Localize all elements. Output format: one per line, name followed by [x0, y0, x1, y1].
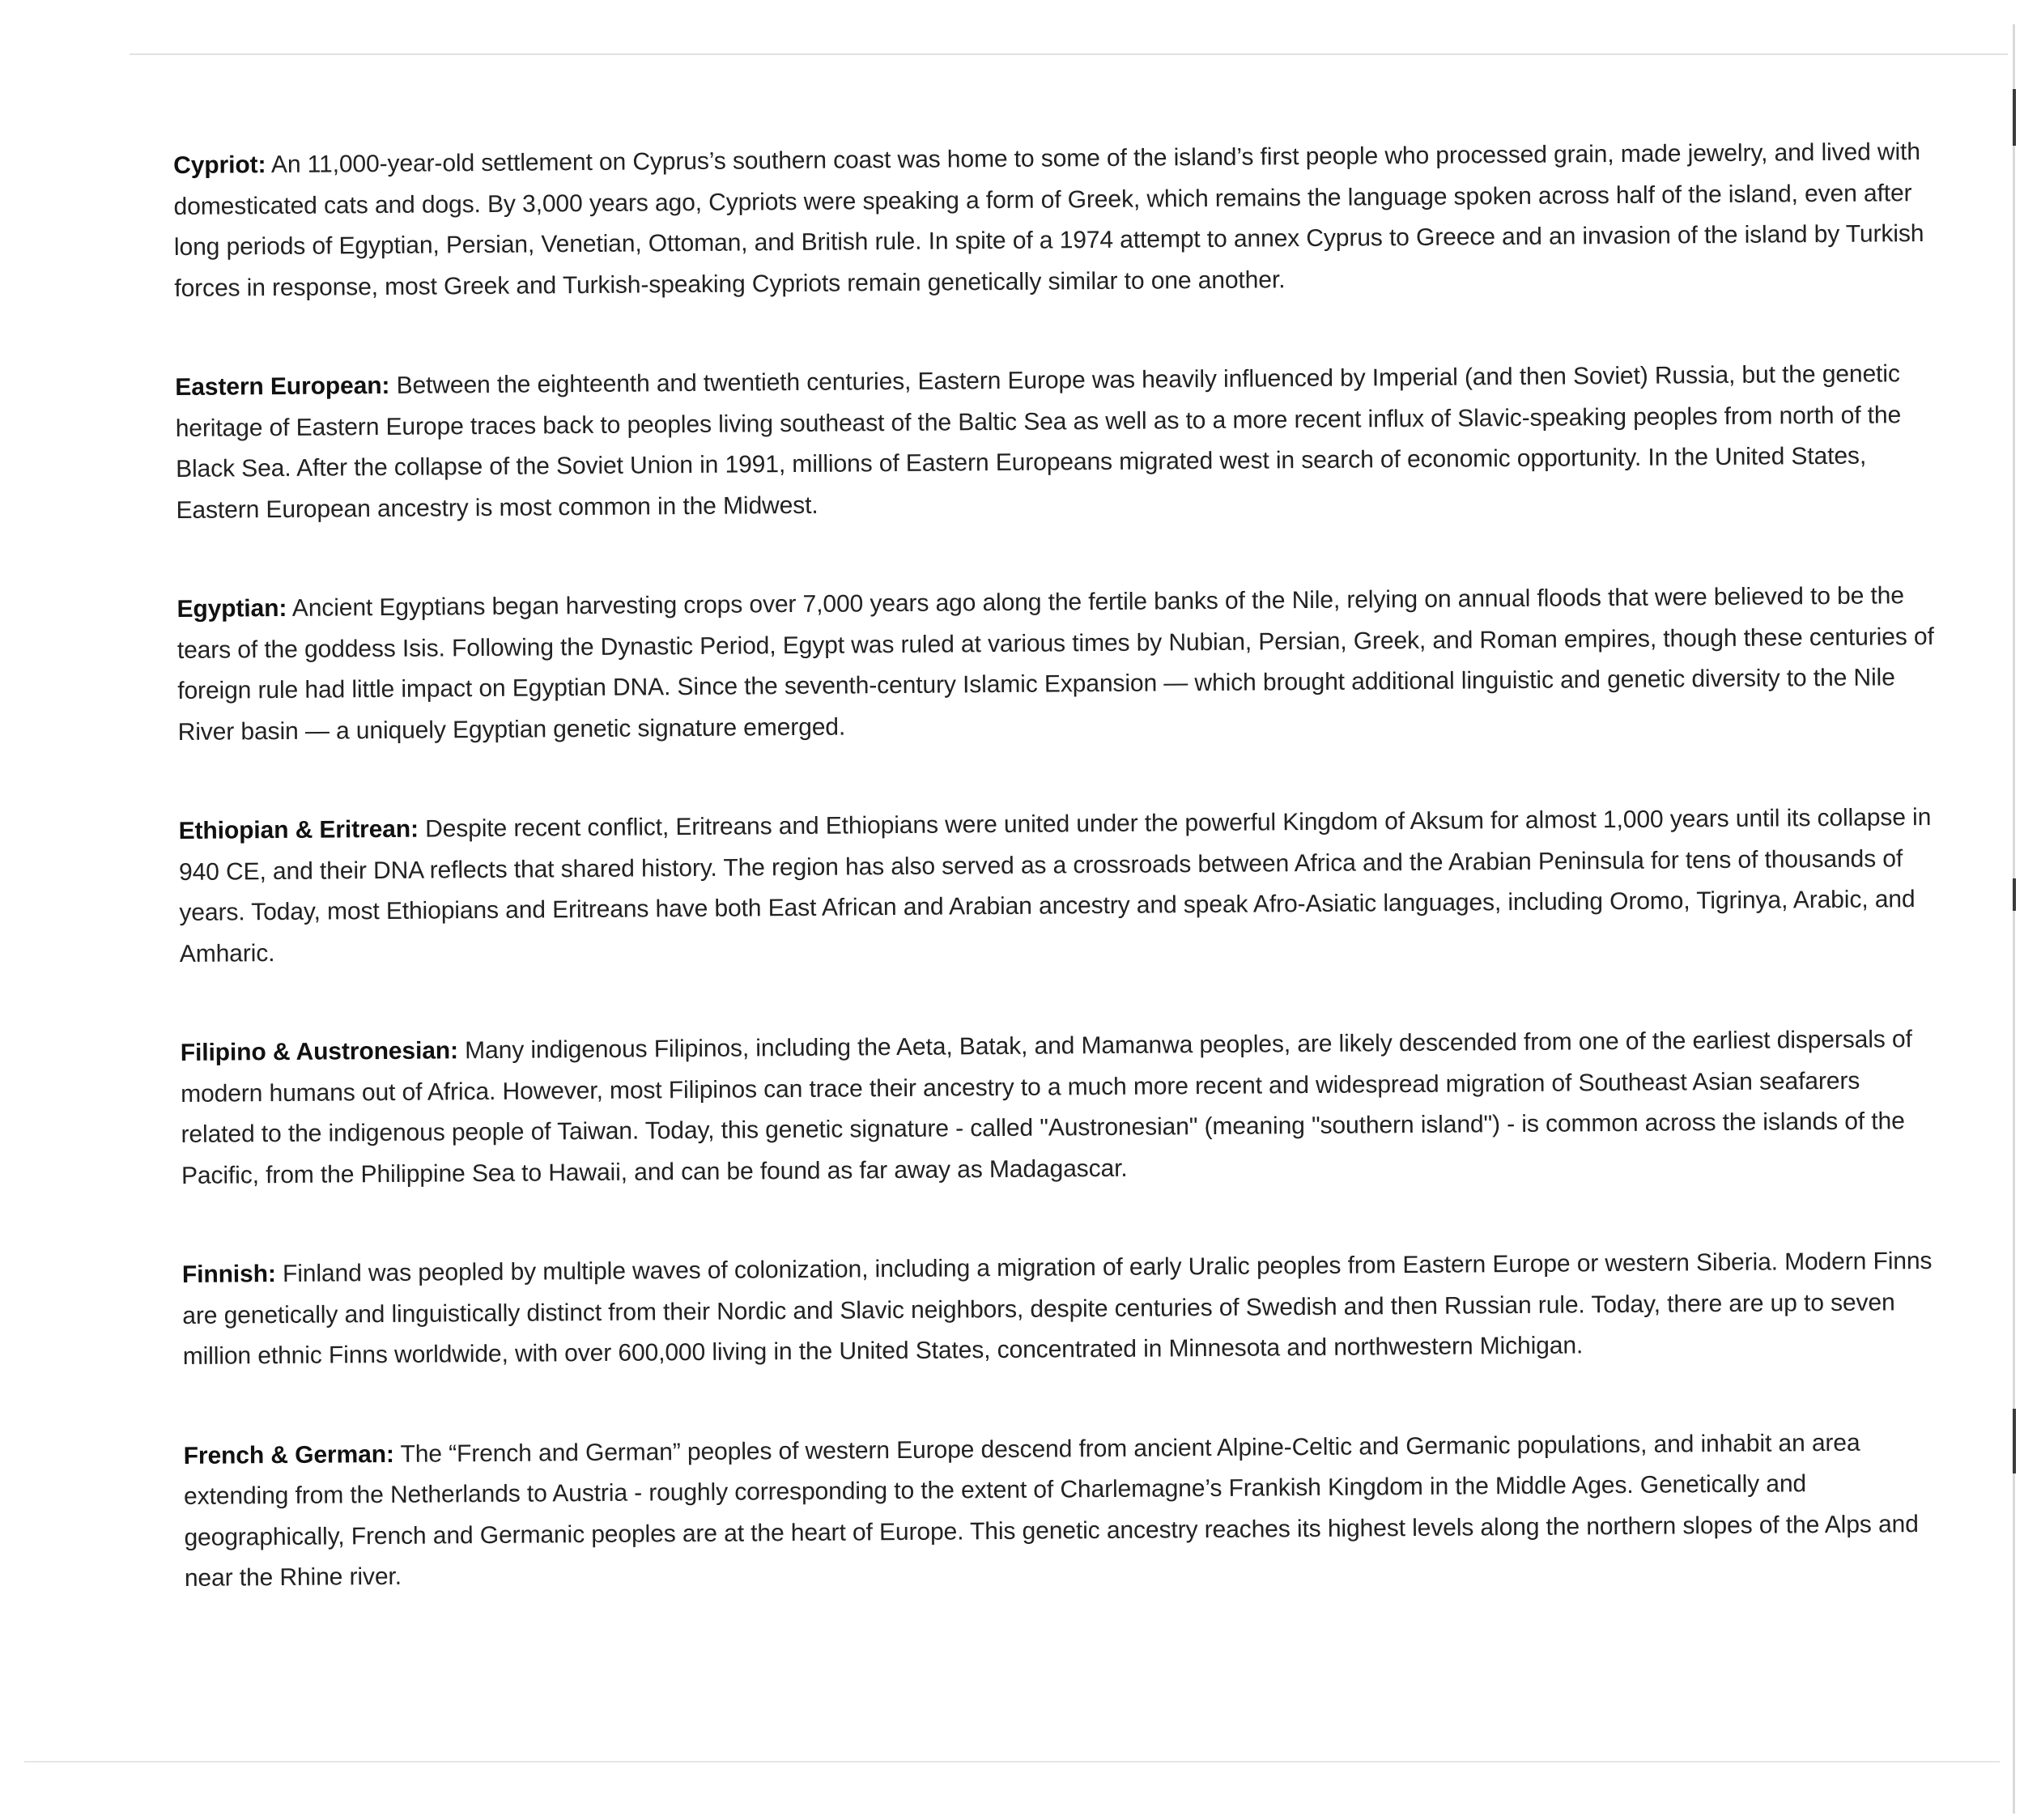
entry-paragraph — [182, 1241, 1940, 1378]
scan-mark — [2013, 878, 2016, 911]
entry-paragraph — [173, 132, 1932, 309]
entry-egyptian — [176, 576, 1935, 753]
entry-paragraph — [184, 1422, 1942, 1599]
scan-edge-right — [2013, 24, 2015, 1814]
entry-paragraph — [178, 797, 1937, 975]
entry-term: Egyptian: — [176, 594, 287, 623]
scan-mark — [2013, 1409, 2016, 1473]
scan-mark — [2013, 89, 2016, 146]
entry-description: Ancient Egyptians began harvesting crops over 7,000 years ago along the fertile banks of the Nile, relying on annual floods that were believed to be the tears of the goddess Isis. Following the Dynastic Period, Egypt was ruled at various times by Nubian, Persian, Greek, and Roman empires, though these centuries of foreign rule had little impact on Egyptian DNA. Since the seventh-century Islamic Expansion — which brought additional linguistic and genetic diversity to the Nile River basin — a uniquely Egyptian genetic signature emerged. — [176, 582, 1934, 746]
entry-paragraph — [176, 576, 1935, 753]
entry-description: The “French and German” peoples of western Europe descend from ancient Alpine-Celtic and Germanic populations, and inhabit an area extending from the Netherlands to Austria - roughly corresponding to the extent of Charlemagne’s Frankish Kingdom in the Middle Ages. Genetically and geographically, French and Germanic peoples are at the heart of Europe. This genetic ancestry reaches its highest levels along the northern slopes of the Alps and near the Rhine river. — [183, 1429, 1919, 1592]
entry-cypriot — [173, 132, 1932, 309]
entry-ethiopian-eritrean — [178, 797, 1937, 975]
entry-eastern-european — [175, 354, 1933, 531]
entry-term: Eastern European: — [175, 372, 390, 401]
scan-edge-bottom — [24, 1761, 2000, 1763]
scan-edge-top — [130, 53, 2008, 55]
entry-paragraph — [175, 354, 1933, 531]
entry-description: Between the eighteenth and twentieth centuries, Eastern Europe was heavily influenced by Imperial (and then Soviet) Russia, but the genetic heritage of Eastern Europe traces back to peoples living southeast of the Baltic Sea as well as to a more recent influx of Slavic-speaking peoples from north of the Black Sea. After the collapse of the Soviet Union in 1991, millions of Eastern Europeans migrated west in search of economic opportunity. In the United States, Eastern European ancestry is most common in the Midwest. — [175, 360, 1902, 524]
entry-french-german — [184, 1422, 1942, 1599]
entry-filipino-austronesian — [181, 1019, 1939, 1197]
entry-term: Ethiopian & Eritrean: — [178, 815, 419, 844]
entry-finnish — [182, 1241, 1940, 1378]
entry-paragraph — [181, 1019, 1939, 1197]
entry-description: Many indigenous Filipinos, including the Aeta, Batak, and Mamanwa peoples, are likely descended from one of the earliest dispersals of modern humans out of Africa. However, most Filipinos can trace their ancestry to a much more recent and widespread migration of Southeast Asian seafarers related to the indigenous people of Taiwan. Today, this genetic signature - called "Austronesian" (meaning "southern island") - is common across the islands of the Pacific, from the Philippine Sea to Hawaii, and can be found as far away as Madagascar. — [181, 1026, 1912, 1189]
entry-term: Filipino & Austronesian: — [180, 1037, 459, 1066]
entry-description: Despite recent conflict, Eritreans and Ethiopians were united under the powerful Kingdom of Aksum for almost 1,000 years until its collapse in 940 CE, and their DNA reflects that shared history. The region has also served as a crossroads between Africa and the Arabian Peninsula for tens of thousands of years. Today, most Ethiopians and Eritreans have both East African and Arabian ancestry and speak Afro-Asiatic languages, including Oromo, Tigrinya, Arabic, and Amharic. — [178, 803, 1932, 967]
entry-term: Finnish: — [181, 1261, 276, 1288]
entry-term: French & German: — [183, 1440, 394, 1469]
glossary-content — [173, 132, 1942, 1657]
entry-description: An 11,000-year-old settlement on Cyprus’s southern coast was home to some of the island’s first people who processed grain, made jewelry, and lived with domesticated cats and dogs. By 3,000 years ago, Cypriots were speaking a form of Greek, which remains the language spoken across half of the island, even after long periods of Egyptian, Persian, Venetian, Ottoman, and British rule. In spite of a 1974 attempt to annex Cyprus to Greece and an invasion of the island by Turkish forces in response, most Greek and Turkish-speaking Cypriots remain genetically similar to one another. — [173, 138, 1924, 302]
entry-term: Cypriot: — [173, 151, 266, 179]
entry-description: Finland was peopled by multiple waves of colonization, including a migration of early Uralic peoples from Eastern Europe or western Siberia. Modern Finns are genetically and linguistically distinct from their Nordic and Slavic neighbors, despite centuries of Swedish and then Russian rule. Today, there are up to seven million ethnic Finns worldwide, with over 600,000 living in the United States, concentrated in Minnesota and northwestern Michigan. — [182, 1247, 1933, 1370]
